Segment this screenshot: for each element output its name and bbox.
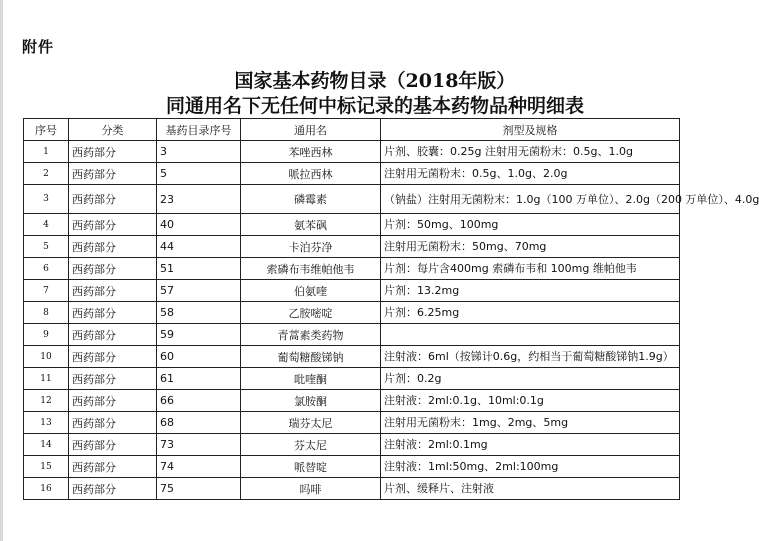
cell-catalog-no: 59 — [157, 324, 241, 346]
cell-catalog-no: 40 — [157, 214, 241, 236]
cell-no: 14 — [24, 434, 69, 456]
cell-generic-name: 芬太尼 — [241, 434, 381, 456]
cell-generic-name: 伯氨喹 — [241, 280, 381, 302]
cell-category: 西药部分 — [69, 185, 157, 214]
table-row — [24, 324, 680, 346]
cell-no: 7 — [24, 280, 69, 302]
cell-generic-name: 乙胺嘧啶 — [241, 302, 381, 324]
cell-generic-name: 苯唑西林 — [241, 141, 381, 163]
cell-generic-name: 瑞芬太尼 — [241, 412, 381, 434]
cell-category: 西药部分 — [69, 163, 157, 185]
cell-category: 西药部分 — [69, 258, 157, 280]
cell-generic-name: 吡喹酮 — [241, 368, 381, 390]
cell-dosage-spec: （钠盐）注射用无菌粉末：1.0g（100 万单位）、2.0g（200 万单位）、4.0g — [381, 185, 680, 214]
cell-category: 西药部分 — [69, 434, 157, 456]
cell-no: 4 — [24, 214, 69, 236]
cell-catalog-no: 75 — [157, 478, 241, 500]
cell-generic-name: 哌替啶 — [241, 456, 381, 478]
cell-dosage-spec: 注射用无菌粉末：0.5g、1.0g、2.0g — [381, 163, 680, 185]
cell-category: 西药部分 — [69, 390, 157, 412]
table-row — [24, 434, 680, 456]
cell-category: 西药部分 — [69, 456, 157, 478]
cell-catalog-no: 73 — [157, 434, 241, 456]
cell-catalog-no: 23 — [157, 185, 241, 214]
document-subtitle: 同通用名下无任何中标记录的基本药物品种明细表 — [165, 95, 584, 117]
table-row — [24, 214, 680, 236]
cell-category: 西药部分 — [69, 302, 157, 324]
table-row — [24, 346, 680, 368]
cell-no: 5 — [24, 236, 69, 258]
cell-dosage-spec: 注射液：1ml:50mg、2ml:100mg — [381, 456, 680, 478]
attachment-label: 附件 — [22, 38, 55, 56]
table-row — [24, 185, 680, 214]
table-row — [24, 456, 680, 478]
cell-catalog-no: 66 — [157, 390, 241, 412]
header-no: 序号 — [24, 119, 69, 141]
cell-no: 3 — [24, 185, 69, 214]
cell-generic-name: 哌拉西林 — [241, 163, 381, 185]
cell-dosage-spec: 片剂：6.25mg — [381, 302, 680, 324]
cell-dosage-spec: 注射用无菌粉末：1mg、2mg、5mg — [381, 412, 680, 434]
cell-category: 西药部分 — [69, 280, 157, 302]
cell-generic-name: 吗啡 — [241, 478, 381, 500]
cell-no: 13 — [24, 412, 69, 434]
table-row — [24, 412, 680, 434]
cell-category: 西药部分 — [69, 214, 157, 236]
cell-category: 西药部分 — [69, 346, 157, 368]
cell-no: 11 — [24, 368, 69, 390]
cell-category: 西药部分 — [69, 324, 157, 346]
cell-dosage-spec: 片剂：每片含400mg 索磷布韦和 100mg 维帕他韦 — [381, 258, 680, 280]
header-generic-name: 通用名 — [241, 119, 381, 141]
cell-catalog-no: 5 — [157, 163, 241, 185]
table-row — [24, 478, 680, 500]
cell-dosage-spec: 片剂：0.2g — [381, 368, 680, 390]
cell-no: 12 — [24, 390, 69, 412]
cell-generic-name: 磷霉素 — [241, 185, 381, 214]
cell-dosage-spec: 注射液：2ml:0.1mg — [381, 434, 680, 456]
document-title: 国家基本药物目录（2018年版） — [234, 70, 516, 92]
cell-generic-name: 氯胺酮 — [241, 390, 381, 412]
cell-catalog-no: 58 — [157, 302, 241, 324]
cell-generic-name: 卡泊芬净 — [241, 236, 381, 258]
table-row — [24, 390, 680, 412]
cell-catalog-no: 44 — [157, 236, 241, 258]
cell-catalog-no: 61 — [157, 368, 241, 390]
drug-table — [23, 118, 759, 500]
cell-catalog-no: 3 — [157, 141, 241, 163]
cell-generic-name: 青蒿素类药物 — [241, 324, 381, 346]
cell-category: 西药部分 — [69, 478, 157, 500]
header-category: 分类 — [69, 119, 157, 141]
table-row — [24, 280, 680, 302]
cell-category: 西药部分 — [69, 368, 157, 390]
cell-generic-name: 葡萄糖酸锑钠 — [241, 346, 381, 368]
cell-no: 15 — [24, 456, 69, 478]
cell-catalog-no: 57 — [157, 280, 241, 302]
cell-dosage-spec: 注射液：6ml（按锑计0.6g，约相当于葡萄糖酸锑钠1.9g） — [381, 346, 680, 368]
table-row — [24, 368, 680, 390]
cell-dosage-spec: 片剂、胶囊：0.25g 注射用无菌粉末：0.5g、1.0g — [381, 141, 680, 163]
table-row — [24, 302, 680, 324]
cell-category: 西药部分 — [69, 141, 157, 163]
cell-dosage-spec: 片剂：50mg、100mg — [381, 214, 680, 236]
table-row — [24, 236, 680, 258]
cell-no: 8 — [24, 302, 69, 324]
cell-category: 西药部分 — [69, 236, 157, 258]
table-body — [24, 141, 759, 500]
cell-catalog-no: 60 — [157, 346, 241, 368]
cell-catalog-no: 74 — [157, 456, 241, 478]
table-row — [24, 141, 680, 163]
cell-no: 16 — [24, 478, 69, 500]
table-header-row — [24, 119, 680, 141]
cell-dosage-spec: 注射用无菌粉末：50mg、70mg — [381, 236, 680, 258]
cell-catalog-no: 51 — [157, 258, 241, 280]
cell-no: 1 — [24, 141, 69, 163]
table-row — [24, 258, 680, 280]
cell-generic-name: 氨苯砜 — [241, 214, 381, 236]
cell-no: 6 — [24, 258, 69, 280]
cell-no: 10 — [24, 346, 69, 368]
header-catalog-no: 基药目录序号 — [157, 119, 241, 141]
header-dosage-spec: 剂型及规格 — [381, 119, 680, 141]
cell-dosage-spec — [381, 324, 680, 346]
cell-category: 西药部分 — [69, 412, 157, 434]
cell-no: 9 — [24, 324, 69, 346]
cell-catalog-no: 68 — [157, 412, 241, 434]
cell-no: 2 — [24, 163, 69, 185]
cell-dosage-spec: 片剂、缓释片、注射液 — [381, 478, 680, 500]
cell-generic-name: 索磷布韦维帕他韦 — [241, 258, 381, 280]
cell-dosage-spec: 注射液：2ml:0.1g、10ml:0.1g — [381, 390, 680, 412]
cell-dosage-spec: 片剂：13.2mg — [381, 280, 680, 302]
table-row — [24, 163, 680, 185]
